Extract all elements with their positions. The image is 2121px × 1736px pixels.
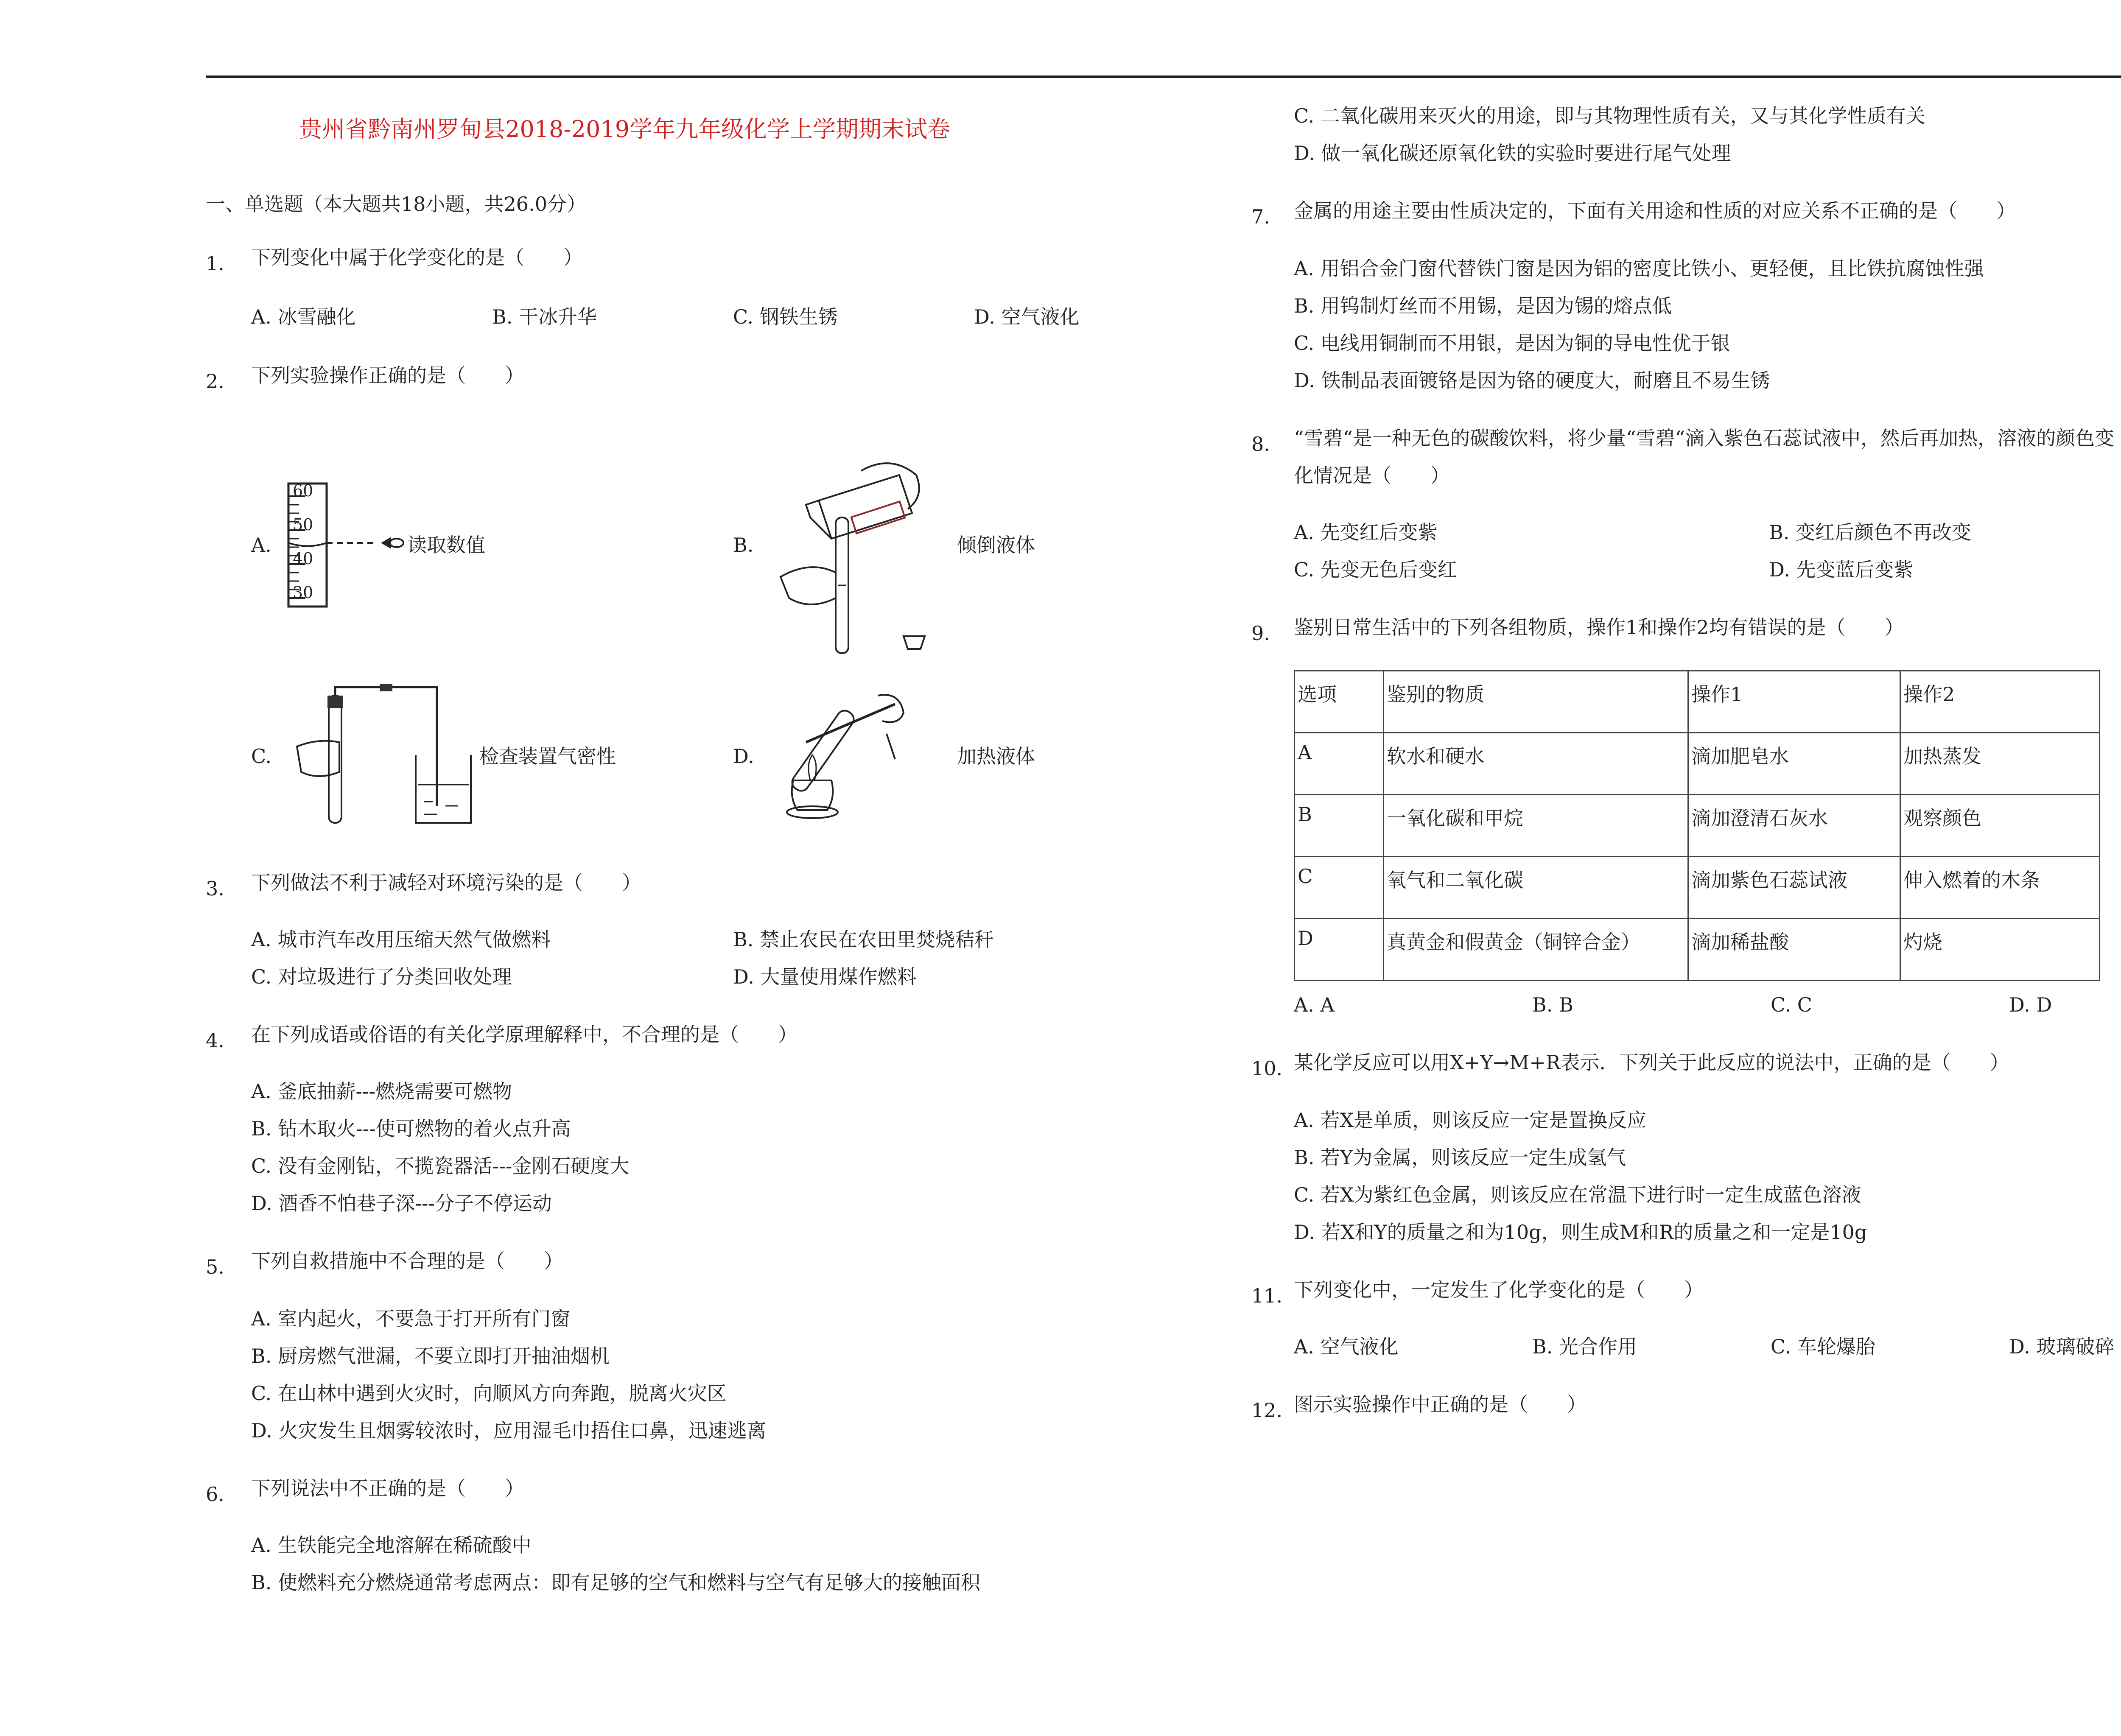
q9-number: 9. [1251, 622, 1270, 645]
q6-option-c: C. 二氧化碳用来灭火的用途，即与其物理性质有关，又与其化学性质有关 [1294, 104, 1925, 127]
q9-option-b: B. B [1532, 993, 1573, 1016]
q5-option-d: D. 火灾发生且烟雾较浓时，应用湿毛巾捂住口鼻，迅速逃离 [251, 1419, 767, 1442]
q7-number: 7. [1251, 205, 1270, 228]
table-row [1295, 795, 2100, 857]
table-cell: 滴加紫色石蕊试液 [1688, 857, 1900, 919]
q10-option-a: A. 若X是单质，则该反应一定是置换反应 [1294, 1109, 1647, 1132]
table-row [1295, 857, 2100, 919]
q1-number: 1. [206, 252, 224, 275]
q1-option-d: D. 空气液化 [974, 305, 1080, 328]
table-cell: 滴加肥皂水 [1688, 733, 1900, 795]
q8-option-c: C. 先变无色后变红 [1294, 558, 1457, 581]
table-header-row [1295, 671, 2100, 733]
q5-option-c: C. 在山林中遇到火灾时，向顺风方向奔跑，脱离火灾区 [251, 1382, 727, 1405]
q6-stem: 下列说法中不正确的是（ ） [251, 1477, 524, 1500]
q11-number: 11. [1251, 1284, 1283, 1307]
q3-option-a: A. 城市汽车改用压缩天然气做燃料 [251, 928, 551, 951]
q4-number: 4. [206, 1029, 224, 1052]
table-cell: 灼烧 [1900, 919, 2100, 981]
q11-option-b: B. 光合作用 [1532, 1335, 1637, 1358]
table-cell: D [1295, 919, 1384, 981]
q2-stem: 下列实验操作正确的是（ ） [251, 364, 524, 387]
q2-caption-c: 检查装置气密性 [479, 745, 616, 768]
table-cell: 操作1 [1688, 671, 1900, 733]
table-cell: 鉴别的物质 [1384, 671, 1688, 733]
table-cell: 选项 [1295, 671, 1384, 733]
q11-stem: 下列变化中，一定发生了化学变化的是（ ） [1294, 1278, 1704, 1301]
q3-option-b: B. 禁止农民在农田里焚烧秸秆 [733, 928, 994, 951]
q1-stem: 下列变化中属于化学变化的是（ ） [251, 246, 583, 269]
q7-option-a: A. 用铝合金门窗代替铁门窗是因为铝的密度比铁小、更轻便，且比铁抗腐蚀性强 [1294, 257, 1984, 280]
q4-option-d: D. 酒香不怕巷子深---分子不停运动 [251, 1192, 552, 1215]
table-cell: 一氧化碳和甲烷 [1384, 795, 1688, 857]
q5-option-b: B. 厨房燃气泄漏，不要立即打开抽油烟机 [251, 1345, 610, 1367]
top-rule [206, 75, 2121, 78]
q6-option-a: A. 生铁能完全地溶解在稀硫酸中 [251, 1534, 532, 1557]
heating-liquid-figure [755, 679, 933, 831]
q11-option-c: C. 车轮爆胎 [1771, 1335, 1875, 1358]
table-cell: 加热蒸发 [1900, 733, 2100, 795]
q3-number: 3. [206, 877, 224, 900]
pouring-liquid-figure [764, 458, 959, 662]
q8-number: 8. [1251, 433, 1270, 456]
q2-option-c-label: C. [251, 745, 272, 768]
q2-option-a-label: A. [251, 534, 271, 556]
q4-option-a: A. 釜底抽薪---燃烧需要可燃物 [251, 1080, 512, 1103]
q5-stem: 下列自救措施中不合理的是（ ） [251, 1250, 563, 1272]
q2-caption-b: 倾倒液体 [957, 534, 1035, 556]
q3-option-c: C. 对垃圾进行了分类回收处理 [251, 965, 512, 988]
q5-number: 5. [206, 1255, 224, 1278]
q1-option-a: A. 冰雪融化 [251, 305, 356, 328]
q6-number: 6. [206, 1483, 224, 1506]
q4-option-b: B. 钻木取火---使可燃物的着火点升高 [251, 1117, 571, 1140]
q10-number: 10. [1251, 1057, 1283, 1080]
q9-option-a: A. A [1294, 993, 1335, 1016]
q9-table [1294, 670, 2100, 981]
scale-30: 30 [293, 583, 313, 602]
q2-caption-a: 读取数值 [407, 534, 485, 556]
q8-stem-line1: “雪碧“是一种无色的碳酸饮料，将少量“雪碧“滴入紫色石蕊试液中，然后再加热，溶液的颜色变 [1294, 427, 2115, 450]
q9-option-d: D. D [2009, 993, 2052, 1016]
table-cell: 真黄金和假黄金（铜锌合金） [1384, 919, 1688, 981]
q8-option-a: A. 先变红后变紫 [1294, 521, 1438, 544]
q5-option-a: A. 室内起火，不要急于打开所有门窗 [251, 1307, 571, 1330]
q3-stem: 下列做法不利于减轻对环境污染的是（ ） [251, 871, 641, 894]
table-cell: 滴加稀盐酸 [1688, 919, 1900, 981]
q7-stem: 金属的用途主要由性质决定的，下面有关用途和性质的对应关系不正确的是（ ） [1294, 199, 2016, 222]
q10-option-b: B. 若Y为金属，则该反应一定生成氢气 [1294, 1146, 1626, 1169]
q2-option-b-label: B. [733, 534, 754, 556]
q9-option-c: C. C [1771, 993, 1812, 1016]
table-cell: A [1295, 733, 1384, 795]
q7-option-b: B. 用钨制灯丝而不用锡，是因为锡的熔点低 [1294, 294, 1672, 317]
q6-option-b: B. 使燃料充分燃烧通常考虑两点：即有足够的空气和燃料与空气有足够大的接触面积 [251, 1571, 981, 1594]
q4-option-c: C. 没有金刚钻，不揽瓷器活---金刚石硬度大 [251, 1155, 630, 1177]
q1-option-c: C. 钢铁生锈 [733, 305, 838, 328]
q11-option-a: A. 空气液化 [1294, 1335, 1399, 1358]
table-cell: C [1295, 857, 1384, 919]
exam-title: 贵州省黔南州罗甸县2018-2019学年九年级化学上学期期末试卷 [299, 116, 951, 143]
table-cell: 伸入燃着的木条 [1900, 857, 2100, 919]
q1-option-b: B. 干冰升华 [492, 305, 597, 328]
q2-number: 2. [206, 370, 224, 393]
scale-40: 40 [293, 549, 313, 568]
table-row [1295, 919, 2100, 981]
q7-option-c: C. 电线用铜制而不用银，是因为铜的导电性优于银 [1294, 332, 1730, 355]
section-heading: 一、单选题（本大题共18小题，共26.0分） [206, 193, 586, 215]
table-cell: 氧气和二氧化碳 [1384, 857, 1688, 919]
table-cell: 滴加澄清石灰水 [1688, 795, 1900, 857]
table-cell: 操作2 [1900, 671, 2100, 733]
q6-option-d: D. 做一氧化碳还原氧化铁的实验时要进行尾气处理 [1294, 142, 1731, 165]
q8-option-b: B. 变红后颜色不再改变 [1769, 521, 1972, 544]
q2-caption-d: 加热液体 [957, 745, 1035, 768]
q12-number: 12. [1251, 1399, 1283, 1422]
q7-option-d: D. 铁制品表面镀铬是因为铬的硬度大，耐磨且不易生锈 [1294, 369, 1770, 392]
table-row [1295, 733, 2100, 795]
q10-stem: 某化学反应可以用X+Y→M+R表示．下列关于此反应的说法中，正确的是（ ） [1294, 1051, 2009, 1074]
q4-stem: 在下列成语或俗语的有关化学原理解释中，不合理的是（ ） [251, 1023, 797, 1046]
table-cell: B [1295, 795, 1384, 857]
q8-option-d: D. 先变蓝后变紫 [1769, 558, 1914, 581]
q10-option-d: D. 若X和Y的质量之和为10g，则生成M和R的质量之和一定是10g [1294, 1221, 1867, 1244]
scale-50: 50 [293, 515, 313, 534]
q9-stem: 鉴别日常生活中的下列各组物质，操作1和操作2均有错误的是（ ） [1294, 616, 1904, 639]
scale-60: 60 [293, 481, 313, 500]
q8-stem-line2: 化情况是（ ） [1294, 464, 1450, 487]
q11-option-d: D. 玻璃破碎 [2009, 1335, 2115, 1358]
q2-option-d-label: D. [733, 745, 754, 768]
table-cell: 软水和硬水 [1384, 733, 1688, 795]
q12-stem: 图示实验操作中正确的是（ ） [1294, 1393, 1587, 1416]
airtightness-check-figure [288, 679, 492, 831]
q3-option-d: D. 大量使用煤作燃料 [733, 965, 917, 988]
q10-option-c: C. 若X为紫红色金属，则该反应在常温下进行时一定生成蓝色溶液 [1294, 1183, 1861, 1206]
table-cell: 观察颜色 [1900, 795, 2100, 857]
